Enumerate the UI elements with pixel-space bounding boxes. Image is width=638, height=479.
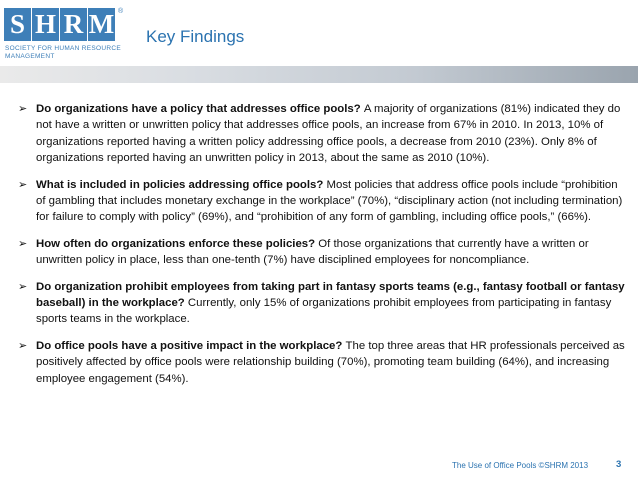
arrow-bullet-icon: ➢	[18, 280, 28, 293]
finding-question: Do organizations have a policy that addresses office pools?	[36, 103, 364, 115]
finding-answer: Currently, only 15% of organizations prohibit employees from participating in fantasy sports teams in the workplace.	[36, 297, 612, 326]
shrm-logo	[4, 8, 126, 72]
finding-answer: Of those organizations that currently have a written or unwritten policy in place, less than one-tenth (7%) have disciplined employees for noncompliance.	[36, 237, 589, 267]
slide-title: Key Findings	[146, 27, 245, 46]
finding-item	[18, 236, 628, 269]
finding-item	[18, 177, 628, 226]
logo-subtitle: SOCIETY FOR HUMAN RESOURCE MANAGEMENT	[5, 45, 122, 60]
header-band	[0, 66, 638, 83]
finding-question: How often do organizations enforce these policies?	[36, 237, 319, 250]
registered-mark: ®	[118, 8, 124, 15]
finding-question: Do organization prohibit employees from taking part in fantasy sports teams (e.g., fantasy football or fantasy baseball) in the workplace?	[36, 280, 625, 310]
finding-question: Do office pools have a positive impact in the workplace?	[36, 339, 346, 352]
finding-answer: The top three areas that HR professionals perceived as positively affected by office pools were relationship building (70%), promoting team building (64%), and increasing employee engagement (54%).	[36, 339, 625, 385]
finding-answer: A majority of organizations (81%) indicated they do not have a written or unwritten policy that addresses office pools, an increase from 67% in 2010. In 2013, 10% of organizations reported having a written policy addressing office pools, a decrease from 2010 (23%). Only 8% of organizations reported having an unwritten policy in 2013, about the same as 2010 (10%).	[36, 103, 621, 165]
logo-letter: H	[32, 8, 59, 41]
finding-item	[18, 101, 628, 167]
finding-answer: Most policies that address office pools include “prohibition of gambling that includes monetary exchange in the workplace” (70%), “disciplinary action (not including termination) for failure to comply with policy” (69%), and “prohibition of any form of gambling, including office pools,” (66%).	[36, 178, 623, 224]
logo-letters	[4, 8, 115, 41]
arrow-bullet-icon: ➢	[18, 103, 28, 115]
finding-item	[18, 338, 628, 387]
finding-item	[18, 279, 628, 328]
arrow-bullet-icon: ➢	[18, 178, 28, 191]
finding-question: What is included in policies addressing office pools?	[36, 178, 327, 191]
logo-letter: S	[4, 8, 31, 41]
findings-list	[18, 101, 628, 397]
logo-letter: R	[60, 8, 87, 41]
footer-text: The Use of Office Pools ©SHRM 2013	[452, 461, 589, 470]
arrow-bullet-icon: ➢	[18, 237, 28, 250]
logo-letter: M	[88, 9, 115, 39]
page-number: 3	[616, 459, 622, 470]
arrow-bullet-icon: ➢	[18, 339, 28, 352]
